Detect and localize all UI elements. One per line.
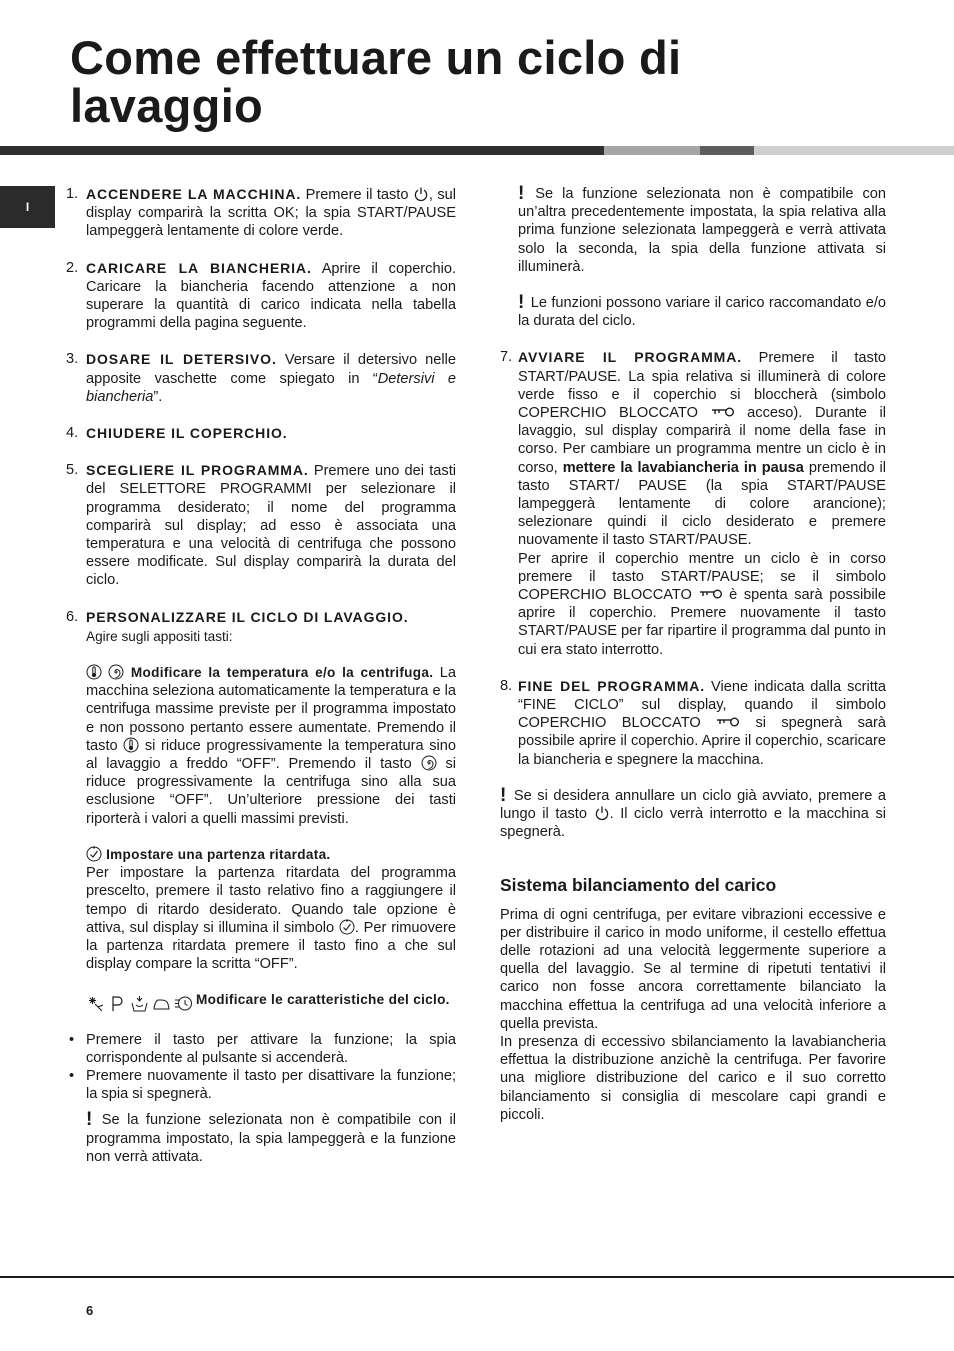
step-8	[500, 677, 886, 769]
note-text: Se la funzione selezionata non è compatibile con il programma impostato, la spia lampeggerà e la funzione non verrà attivata.	[86, 1112, 456, 1165]
page-number: 6	[86, 1303, 94, 1318]
step-heading: FINE DEL PROGRAMMA.	[518, 677, 706, 694]
warning-note-2	[500, 185, 886, 276]
note-text: Se si desidera annullare un ciclo già avviato, premere a lungo il tasto	[500, 787, 886, 823]
warning-note-1	[86, 1111, 456, 1166]
footer-rule	[0, 1276, 954, 1278]
step-3	[66, 350, 456, 406]
header-rule-light	[754, 146, 954, 155]
temp-spin-text: La macchina seleziona automaticamente la temperatura e la centrifuga massime previste per il programma impostato e non possono pertanto essere aumentate. Premendo il tasto	[86, 665, 456, 754]
warning-icon: !	[518, 183, 525, 204]
lid-lock-icon	[716, 717, 740, 727]
step-1	[66, 185, 456, 241]
prewash-icon	[108, 995, 127, 1012]
delay-start-icon	[339, 919, 355, 935]
note-text: Se la funzione selezionata non è compatibile con un’altra precedentemente impostata, la spia relativa alla prima funzione selezionata lampeggerà e verrà attivata solo la seconda, la spia della funzione attivata si illuminerà.	[518, 186, 886, 275]
step-text: , sul display comparirà la scritta OK; la spia START/PAUSE lampeggerà lentamente di colore verde.	[86, 187, 456, 240]
step-2	[66, 259, 456, 333]
list-item: • Premere il tasto per attivare la funzione; la spia corrispondente al pulsante si accenderà.	[69, 1031, 456, 1066]
step-number: 8.	[500, 677, 513, 694]
step-number: 6.	[66, 608, 79, 625]
header-rule-dark2	[700, 146, 754, 155]
step-heading: CHIUDERE IL COPERCHIO.	[86, 425, 288, 442]
step-heading: CARICARE LA BIANCHERIA.	[86, 259, 312, 276]
delay-text: . Per rimuovere la partenza ritardata premere il tasto fino a che sul display compare la scritta “OFF”.	[86, 919, 456, 973]
step-text: Premere uno dei tasti del SELETTORE PROGRAMMI per selezionare il programma desiderato; il nome del programma comparirà sul display; ad esso è associata una temperatura e una velocità di centrifuga che possono essere modificate. Sul display comparirà la durata del ciclo.	[86, 463, 456, 589]
step-intro: Agire sugli appositi tasti:	[86, 628, 233, 644]
delay-block	[86, 846, 456, 973]
features-heading: Modificare le caratteristiche del ciclo.	[196, 992, 450, 1008]
delay-heading: Impostare una partenza ritardata.	[106, 846, 331, 862]
lid-lock-icon	[711, 407, 735, 417]
warning-icon: !	[86, 1109, 93, 1131]
header-rule-mid	[604, 146, 700, 155]
temp-spin-heading: Modificare la temperatura e/o la centrifuga.	[130, 665, 434, 681]
step-text: Premere il tasto START/PAUSE. La spia relativa si illuminerà di colore verde fisso e il coperchio si bloccherà (simbolo COPERCHIO BLOCCATO	[518, 350, 886, 422]
power-icon	[413, 186, 429, 202]
step-4	[66, 424, 456, 443]
list-item: • Premere nuovamente il tasto per disattivare la funzione; la spia si spegnerà.	[69, 1067, 456, 1103]
temperature-icon	[123, 737, 139, 753]
stain-icon	[86, 995, 105, 1012]
step-text: Versare il detersivo nelle apposite vaschette come spiegato in “	[86, 352, 456, 387]
easy-iron-icon	[152, 995, 171, 1012]
step-heading: SCEGLIERE IL PROGRAMMA.	[86, 462, 309, 479]
step-number: 7.	[500, 349, 513, 366]
temp-spin-text: si riduce progressivamente la temperatura sino al lavaggio a freddo “OFF”. Premendo il tasto	[86, 737, 456, 773]
step-text: Per aprire il coperchio mentre un ciclo è in corso premere il tasto START/PAUSE; se il simbolo COPERCHIO BLOCCATO	[518, 550, 886, 604]
step-5	[66, 461, 456, 589]
step-bold-text: mettere la lavabiancheria in pausa	[562, 459, 804, 476]
step-text-emphasis: Detersivi e biancheria	[86, 370, 456, 405]
step-text: si spegnerà sarà possibile aprire il coperchio. Aprire il coperchio, scaricare la biancheria e spegnere la macchina.	[518, 715, 886, 768]
step-number: 3.	[66, 351, 79, 368]
warning-note-3	[500, 294, 886, 330]
section-body	[500, 906, 886, 1124]
step-heading: DOSARE IL DETERSIVO.	[86, 351, 277, 368]
note-text: Le funzioni possono variare il carico raccomandato e/o la durata del ciclo.	[518, 295, 886, 330]
step-text: premendo il tasto START/ PAUSE (la spia START/PAUSE lampeggerà lentamente di colore arancione); selezionare quindi il ciclo desiderato e premere nuovamente il tasto START/PAUSE.	[518, 459, 886, 549]
lid-lock-icon	[699, 589, 723, 599]
delay-text: Per impostare la partenza ritardata del programma prescelto, premere il tasto relativo fino a raggiungere il tempo di ritardo desiderato. Quando tale opzione è attiva, sul display si illumina il simbolo	[86, 865, 456, 936]
step-6	[66, 608, 456, 646]
step-number: 2.	[66, 259, 79, 276]
step-number: 5.	[66, 462, 79, 479]
section-paragraph: In presenza di eccessivo sbilanciamento la lavabiancheria effettua la distribuzione anzichè la centrifuga. Per favorire una migliore distribuzione del carico e il suo corretto bilanciamento si consiglia di mescolare capi grandi e piccoli.	[500, 1033, 886, 1123]
features-bullets	[66, 1031, 456, 1104]
temp-spin-text: si riduce progressivamente la centrifuga sino alla sua esclusione “OFF”. Un’ulteriore pressione dei tasti riporterà i valori a quelli massimi previsti.	[86, 756, 457, 827]
step-number: 1.	[66, 186, 79, 202]
temp-spin-block	[86, 664, 456, 828]
section-paragraph: Prima di ogni centrifuga, per evitare vibrazioni eccessive e per distribuire il carico in modo uniforme, il cestello effettua delle rotazioni ad una velocità leggermente superiore a quella del lavaggio. Se al termine di ripetuti tentativi il carico non fosse ancora correttamente bilanciato la macchina effettua la centrifuga ad una velocità inferiore a quella prevista.	[500, 906, 886, 1032]
step-heading: AVVIARE IL PROGRAMMA.	[518, 349, 742, 366]
bullet-text: Premere il tasto per attivare la funzione; la spia corrispondente al pulsante si accenderà.	[86, 1031, 456, 1066]
step-text: ”.	[153, 388, 163, 405]
power-icon	[594, 805, 610, 821]
step-text: Premere il tasto	[301, 187, 413, 203]
delay-start-icon	[86, 846, 102, 862]
spin-icon	[421, 755, 437, 771]
note-text: . Il ciclo verrà interrotto e la macchina si spegnerà.	[500, 806, 887, 841]
step-text: acceso). Durante il lavaggio, sul display comparirà il nome della fase in corso. Per cambiare un programma mentre un ciclo è in corso,	[518, 405, 886, 476]
right-column	[500, 185, 886, 1124]
step-text: è spenta sarà possibile aprire il coperchio. Premere nuovamente il tasto START/PAUSE per far ripartire il programma dal punto in cui era stato interrotto.	[518, 587, 886, 658]
step-7	[500, 348, 886, 658]
extra-rinse-icon	[130, 995, 149, 1012]
warning-icon: !	[518, 292, 525, 314]
header-rule-dark	[0, 146, 604, 155]
step-text: Aprire il coperchio. Caricare la biancheria facendo attenzione a non superare la quantità di carico indicata nella tabella programmi della pagina seguente.	[86, 260, 456, 332]
temperature-icon	[86, 664, 102, 680]
warning-note-4	[500, 784, 887, 842]
step-heading: PERSONALIZZARE IL CICLO DI LAVAGGIO.	[86, 608, 409, 625]
section-title: Sistema bilanciamento del carico	[500, 874, 777, 895]
time-saver-icon	[174, 995, 193, 1012]
step-heading: ACCENDERE LA MACCHINA.	[86, 186, 302, 202]
page-title: Come effettuare un ciclo di lavaggio	[70, 31, 682, 132]
step-text: Viene indicata dalla scritta “FINE CICLO” sul display, quando il simbolo COPERCHIO BLOCCATO	[518, 678, 886, 732]
step-number: 4.	[66, 425, 79, 442]
features-block	[86, 991, 456, 1012]
bullet-text: Premere nuovamente il tasto per disattivare la funzione; la spia si spegnerà.	[86, 1067, 456, 1103]
left-column	[66, 185, 456, 1166]
feature-icons	[86, 994, 196, 1012]
spin-icon	[108, 664, 124, 680]
warning-icon: !	[500, 784, 507, 806]
language-tab: I	[0, 186, 55, 228]
